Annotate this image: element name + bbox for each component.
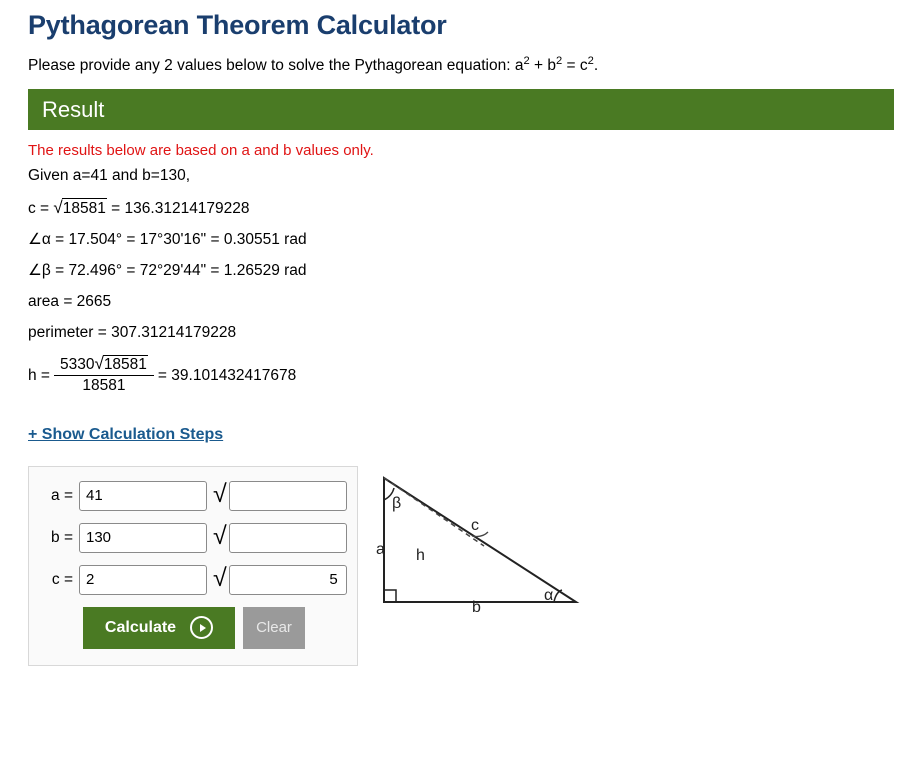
- triangle-svg: [376, 470, 586, 620]
- page-container: [0, 10, 908, 666]
- input-row-a: [39, 481, 347, 511]
- intro-suffix: .: [593, 57, 599, 75]
- label-b: b =: [51, 528, 73, 546]
- clear-button[interactable]: Clear: [243, 607, 305, 649]
- figure-label-c: c: [471, 516, 479, 534]
- area-result: area = 2665: [28, 292, 112, 310]
- calculate-button[interactable]: [83, 607, 235, 649]
- angle-beta: ∠β = 72.496° = 72°29'44" = 1.26529 rad: [28, 261, 307, 279]
- given-values: Given a=41 and b=130,: [28, 167, 191, 185]
- calculator-form: [28, 466, 358, 666]
- intro-prefix: Please provide any 2 values below to solve the Pythagorean equation: a: [28, 57, 524, 75]
- label-a: a =: [51, 486, 73, 504]
- figure-label-beta: β: [392, 494, 402, 512]
- input-b-radical[interactable]: [229, 523, 347, 553]
- h-num-radicand: 18581: [103, 356, 147, 374]
- figure-label-a: a: [376, 540, 385, 558]
- input-c[interactable]: [79, 565, 207, 595]
- c-value: = 136.31214179228: [106, 200, 250, 218]
- h-num-sqrt: [94, 354, 147, 374]
- radical-sign-icon-c: √: [213, 564, 227, 593]
- c-radicand: 18581: [62, 198, 107, 220]
- figure-label-b: b: [472, 598, 481, 616]
- figure-label-h: h: [416, 546, 425, 564]
- h-result: [28, 354, 908, 398]
- result-note: The results below are based on a and b values only.: [28, 142, 374, 160]
- input-c-radical[interactable]: [229, 565, 347, 595]
- radical-sign-icon-a: √: [213, 480, 227, 509]
- figure-label-alpha: α: [544, 586, 554, 604]
- button-row: [83, 607, 347, 649]
- triangle-diagram: [376, 470, 586, 624]
- c-label: c =: [28, 200, 54, 218]
- input-b[interactable]: [79, 523, 207, 553]
- intro-exp-b: 2: [556, 55, 563, 67]
- radical-sign-icon: √: [94, 354, 104, 374]
- intro-exp-a: 2: [523, 55, 530, 67]
- h-denominator: 18581: [82, 377, 126, 395]
- calculate-button-label: Calculate: [104, 618, 177, 636]
- perimeter-result: perimeter = 307.31214179228: [28, 323, 237, 341]
- radical-sign-icon-b: √: [213, 522, 227, 551]
- intro-exp-c: 2: [587, 55, 594, 67]
- play-arrow-icon: [190, 616, 213, 639]
- input-a[interactable]: [79, 481, 207, 511]
- input-a-radical[interactable]: [229, 481, 347, 511]
- intro-text: [28, 55, 908, 75]
- h-num-coef: 5330: [59, 356, 95, 374]
- calculator-area: [28, 466, 908, 666]
- h-numerator: [54, 354, 154, 376]
- intro-mid: + b: [529, 57, 556, 75]
- result-header: Result: [28, 89, 894, 130]
- page-title: Pythagorean Theorem Calculator: [28, 10, 447, 40]
- radical-sign-icon: √: [53, 198, 63, 218]
- input-row-b: [39, 523, 347, 553]
- c-result: [28, 197, 908, 220]
- angle-alpha: ∠α = 17.504° = 17°30'16" = 0.30551 rad: [28, 231, 307, 249]
- intro-mid2: = c: [562, 57, 588, 75]
- h-value: = 39.101432417678: [157, 366, 297, 384]
- input-row-c: [39, 565, 347, 595]
- show-calculation-steps-link[interactable]: + Show Calculation Steps: [28, 425, 224, 443]
- label-c: c =: [51, 570, 73, 588]
- c-sqrt: [53, 197, 106, 220]
- h-fraction: [54, 354, 154, 395]
- h-label: h =: [28, 366, 50, 384]
